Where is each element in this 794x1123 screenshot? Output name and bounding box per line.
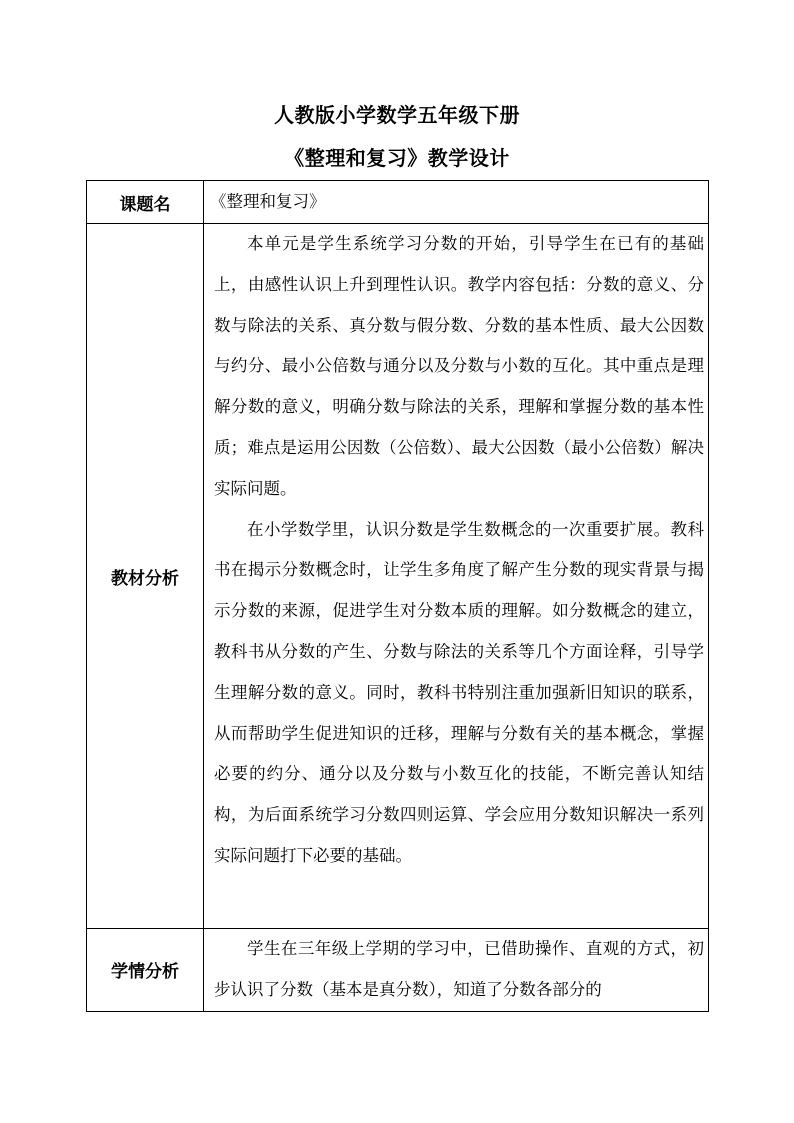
content-material-analysis — [204, 224, 709, 929]
student-analysis-paragraph-1: 学生在三年级上学期的学习中，已借助操作、直观的方式，初步认识了分数（基本是真分数），知道了分数各部分的 — [214, 939, 704, 999]
lesson-design-table — [86, 180, 709, 1012]
topic-name-text: 《整理和复习》 — [210, 192, 326, 211]
content-student-analysis — [204, 929, 709, 1012]
label-material-analysis: 教材分析 — [87, 224, 204, 929]
table-row-material-analysis — [87, 224, 709, 929]
document-title-line1: 人教版小学数学五年级下册 — [274, 103, 520, 127]
document-title-line2: 《整理和复习》教学设计 — [284, 146, 510, 170]
label-topic-name: 课题名 — [87, 181, 204, 224]
table-row-topic — [87, 181, 709, 224]
material-analysis-paragraph-2: 在小学数学里，认识分数是学生数概念的一次重要扩展。教科书在揭示分数概念时，让学生多角度了解产生分数的现实背景与揭示分数的来源，促进学生对分数本质的理解。如分数概念的建立，教科书从分数的产生、分数与除法的关系等几个方面诠释，引导学生理解分数的意义。同时，教科书特别注重加强新旧知识的联系，从而帮助学生促进知识的迁移，理解与分数有关的基本概念，掌握必要的约分、通分以及分数与小数互化的技能，不断完善认知结构，为后面系统学习分数四则运算、学会应用分数知识解决一系列实际问题打下必要的基础。 — [214, 519, 704, 865]
table-row-student-analysis — [87, 929, 709, 1012]
material-analysis-paragraph-1: 本单元是学生系统学习分数的开始，引导学生在已有的基础上，由感性认识上升到理性认识。教学内容包括：分数的意义、分数与除法的关系、真分数与假分数、分数的基本性质、最大公因数与约分、最小公倍数与通分以及分数与小数的互化。其中重点是理解分数的意义，明确分数与除法的关系，理解和掌握分数的基本性质；难点是运用公因数（公倍数）、最大公因数（最小公倍数）解决实际问题。 — [214, 234, 704, 498]
value-topic-name — [204, 181, 709, 224]
label-student-analysis: 学情分析 — [87, 929, 204, 1012]
